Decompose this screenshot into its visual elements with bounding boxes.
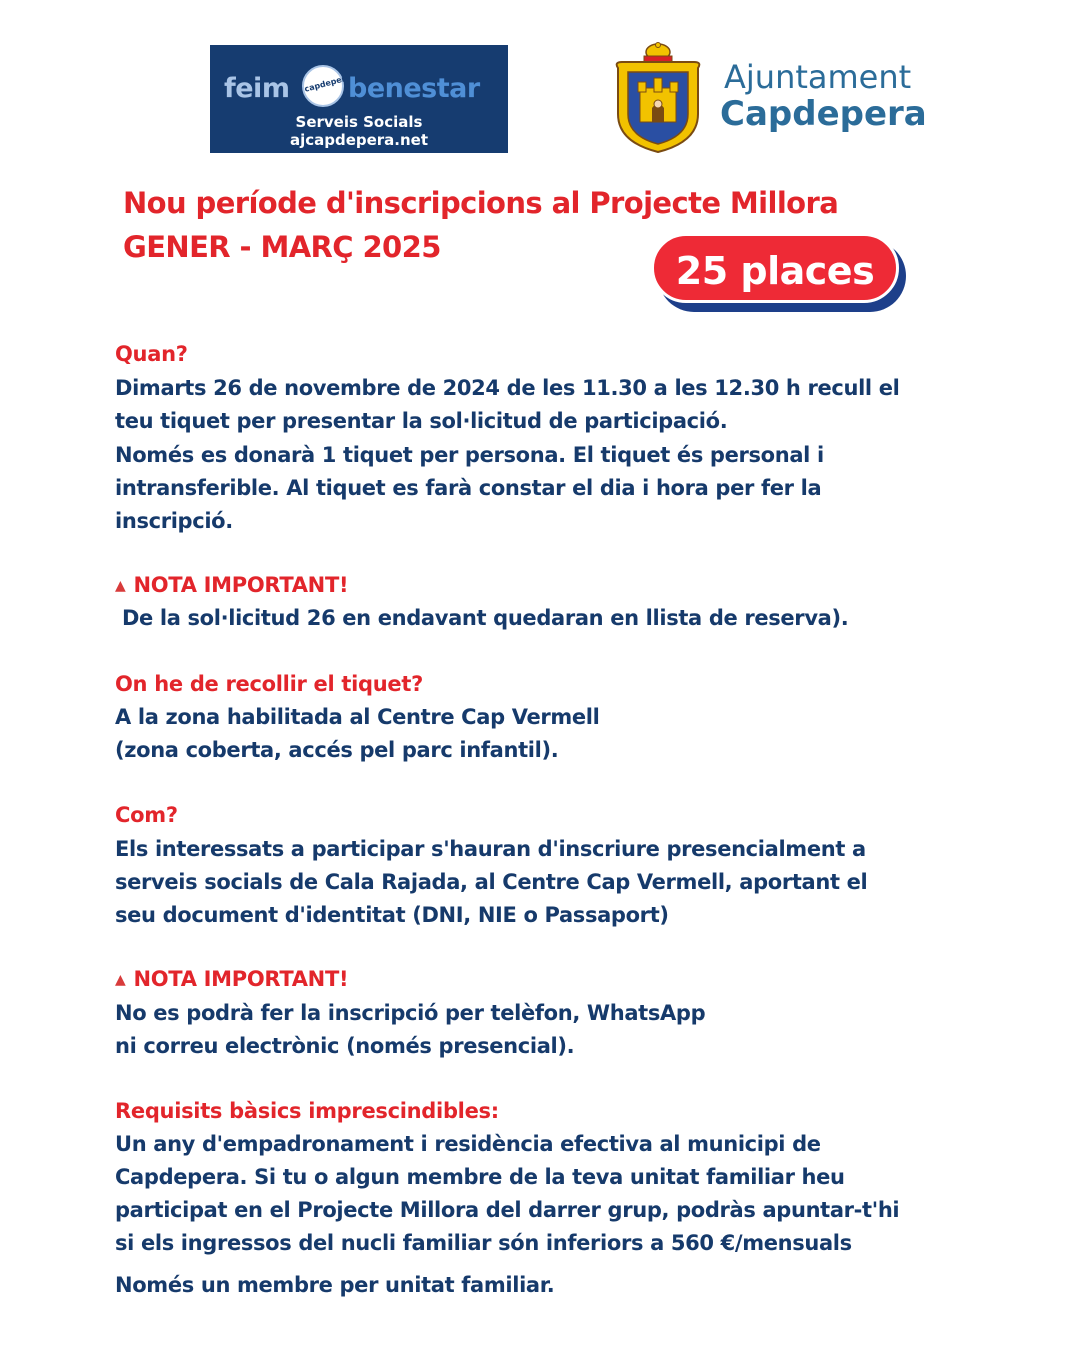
logo-subtitle: Serveis Socials <box>295 113 423 131</box>
logo-website: ajcapdepera.net <box>289 131 429 149</box>
capdepera-label: Capdepera <box>720 94 927 134</box>
warning-triangle-icon: ▲ <box>115 972 126 988</box>
section-line: Només un membre per unitat familiar. <box>115 1273 555 1297</box>
section-line: seu document d'identitat (DNI, NIE o Passaport) <box>115 903 669 927</box>
places-badge: 25 places <box>651 233 899 303</box>
section-line: participat en el Projecte Millora del darrer grup, podràs apuntar-t'hi <box>115 1198 900 1222</box>
page-subtitle-dates: GENER - MARÇ 2025 <box>123 230 441 264</box>
logo-wordmark <box>210 63 508 107</box>
section-heading-nota-2 <box>115 967 348 991</box>
nota-heading-text: NOTA IMPORTANT! <box>133 573 349 597</box>
section-heading-quan: Quan? <box>115 342 188 366</box>
section-heading-requisits: Requisits bàsics imprescindibles: <box>115 1099 499 1123</box>
section-line: De la sol·licitud 26 en endavant quedaran en llista de reserva). <box>115 606 849 630</box>
nota-heading-text: NOTA IMPORTANT! <box>133 967 349 991</box>
capdepera-coat-of-arms-icon <box>610 42 706 154</box>
page-title: Nou període d'inscripcions al Projecte Millora <box>123 186 839 220</box>
logo-badge-text: capdepera <box>303 72 352 94</box>
section-heading-nota-1 <box>115 573 348 597</box>
logo-benestar-text: benestar <box>348 73 480 104</box>
section-line: serveis socials de Cala Rajada, al Centre Cap Vermell, aportant el <box>115 870 868 894</box>
section-line: si els ingressos del nucli familiar són inferiors a 560 €/mensuals <box>115 1231 852 1255</box>
section-line: ni correu electrònic (només presencial). <box>115 1034 575 1058</box>
section-line: Capdepera. Si tu o algun membre de la teva unitat familiar heu <box>115 1165 845 1189</box>
section-line: Un any d'empadronament i residència efectiva al municipi de <box>115 1132 821 1156</box>
warning-triangle-icon: ▲ <box>115 578 126 594</box>
section-line: Els interessats a participar s'hauran d'inscriure presencialment a <box>115 837 866 861</box>
section-heading-com: Com? <box>115 803 178 827</box>
section-heading-on: On he de recollir el tiquet? <box>115 672 423 696</box>
section-line: (zona coberta, accés pel parc infantil). <box>115 738 559 762</box>
ajuntament-label: Ajuntament <box>724 58 912 96</box>
section-line: Dimarts 26 de novembre de 2024 de les 11.30 a les 12.30 h recull el <box>115 376 900 400</box>
section-line: inscripció. <box>115 509 233 533</box>
logo-feim-text: feim <box>224 73 290 104</box>
section-line: No es podrà fer la inscripció per telèfon, WhatsApp <box>115 1001 706 1025</box>
section-line: Només es donarà 1 tiquet per persona. El tiquet és personal i <box>115 443 824 467</box>
capdepera-badge-icon <box>302 65 352 107</box>
section-line: A la zona habilitada al Centre Cap Vermell <box>115 705 600 729</box>
section-line: teu tiquet per presentar la sol·licitud de participació. <box>115 409 728 433</box>
section-line: intransferible. Al tiquet es farà constar el dia i hora per fer la <box>115 476 822 500</box>
feim-benestar-logo <box>210 45 508 153</box>
